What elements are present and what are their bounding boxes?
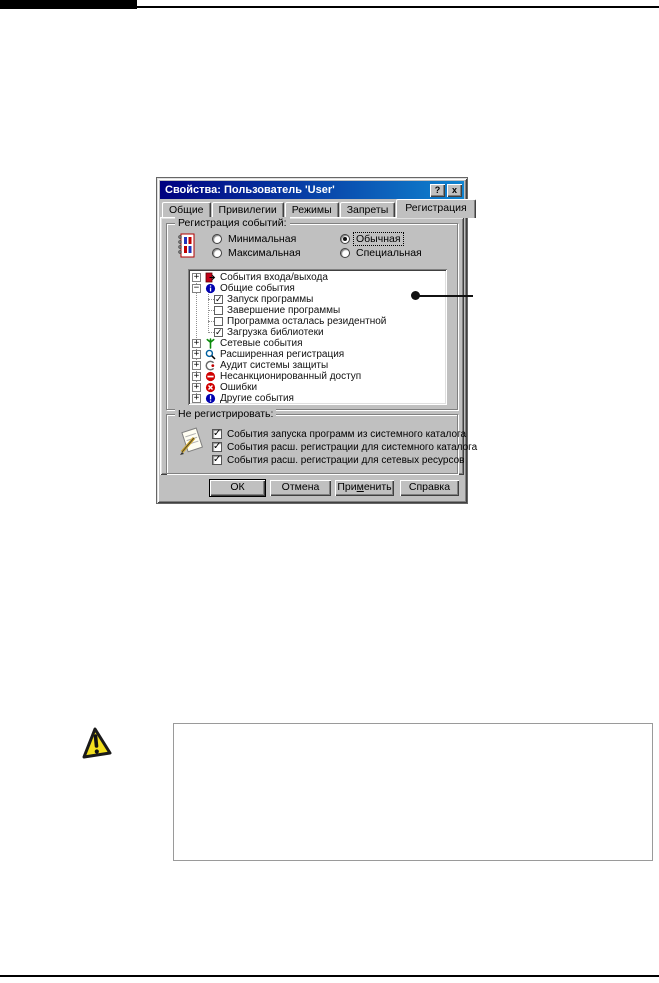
tab-page <box>160 217 478 475</box>
group-caption: Не регистрировать: <box>175 408 276 420</box>
page-bottom-rule <box>0 975 659 977</box>
tab-obschie[interactable]: Общие <box>162 202 211 217</box>
tree-item[interactable] <box>188 360 447 371</box>
warning-icon <box>79 725 114 763</box>
dialog-title: Свойства: Пользователь 'User' <box>165 184 335 196</box>
exclude-checkbox-row[interactable] <box>212 454 464 466</box>
group-caption: Регистрация событий: <box>175 217 290 229</box>
tab-registratsiya[interactable]: Регистрация <box>396 199 475 218</box>
exclude-checkbox-row[interactable] <box>212 428 466 440</box>
tree-item-label[interactable]: Завершение программы <box>227 305 341 316</box>
cancel-button[interactable]: Отмена <box>270 480 331 496</box>
exclude-checkbox-label: События расш. регистрации для системного каталога <box>227 441 478 453</box>
expand-toggle-icon[interactable]: + <box>193 349 200 359</box>
security-audit-icon <box>205 360 216 371</box>
help-button[interactable]: Справка <box>400 480 459 496</box>
tree-item[interactable] <box>188 316 447 327</box>
expand-toggle-icon[interactable]: + <box>193 338 200 348</box>
tree-item-label[interactable]: Ошибки <box>220 382 258 393</box>
checked-checkbox-icon[interactable] <box>212 455 222 465</box>
checked-checkbox-icon[interactable] <box>214 295 223 304</box>
exclude-checkbox-label: События расш. регистрации для сетевых ресурсов <box>227 454 465 466</box>
tree-item-label[interactable]: Расширенная регистрация <box>220 349 345 360</box>
tree-item[interactable] <box>188 327 447 338</box>
ok-button[interactable]: ОК <box>210 480 265 496</box>
do-not-register-group <box>166 408 478 474</box>
tab-rezhimy[interactable]: Режимы <box>285 202 339 217</box>
apply-button[interactable]: Применить <box>335 480 394 496</box>
extended-registration-icon <box>205 349 216 360</box>
radio-label: Минимальная <box>228 233 297 245</box>
tree-item[interactable] <box>188 371 447 382</box>
close-icon[interactable]: x <box>447 184 462 197</box>
tree-item[interactable] <box>188 294 447 305</box>
tree-item[interactable] <box>188 393 447 404</box>
radio-label: Специальная <box>356 247 422 259</box>
tree-item-label[interactable]: Аудит системы защиты <box>220 360 329 371</box>
tree-item[interactable] <box>188 272 447 283</box>
radio-spetsialnaya[interactable] <box>340 247 424 259</box>
tree-item[interactable] <box>188 283 447 294</box>
unchecked-checkbox-icon[interactable] <box>214 306 223 315</box>
general-events-icon <box>205 283 216 294</box>
exclude-checkbox-row[interactable] <box>212 441 477 453</box>
tree-item-label[interactable]: События входа/выхода <box>220 272 328 283</box>
note-box <box>173 723 653 861</box>
expand-toggle-icon[interactable]: + <box>193 393 200 403</box>
radio-icon <box>340 248 350 258</box>
dialog-button-row <box>157 480 467 496</box>
tree-item-label[interactable]: Общие события <box>220 283 295 294</box>
collapse-toggle-icon[interactable]: − <box>193 283 200 293</box>
tree-item[interactable] <box>188 338 447 349</box>
registration-events-group <box>166 217 458 410</box>
radio-icon <box>212 248 222 258</box>
errors-icon <box>205 382 216 393</box>
expand-toggle-icon[interactable]: + <box>193 382 200 392</box>
tab-privilegii[interactable]: Привилегии <box>212 202 284 217</box>
callout-line <box>416 295 473 297</box>
tree-item-label[interactable]: Программа осталась резидентной <box>227 316 387 327</box>
radio-obychnaya[interactable] <box>340 233 403 245</box>
registration-journal-icon <box>177 233 195 258</box>
radio-label: Максимальная <box>228 247 301 259</box>
notepad-pencil-icon <box>178 426 206 456</box>
expand-toggle-icon[interactable]: + <box>193 272 200 282</box>
event-tree[interactable] <box>188 269 447 405</box>
radio-icon <box>340 234 350 244</box>
expand-toggle-icon[interactable]: + <box>193 371 200 381</box>
radio-minimalnaya[interactable] <box>212 233 298 245</box>
properties-dialog <box>157 178 478 503</box>
exclude-checkbox-label: События запуска программ из системного каталога <box>227 428 467 440</box>
tab-zaprety[interactable]: Запреты <box>340 202 396 217</box>
checked-checkbox-icon[interactable] <box>214 328 223 337</box>
dialog-titlebar[interactable] <box>160 181 464 199</box>
tree-item-label[interactable]: Сетевые события <box>220 338 303 349</box>
unchecked-checkbox-icon[interactable] <box>214 317 223 326</box>
logon-logoff-events-icon <box>205 272 216 283</box>
radio-label: Обычная <box>356 233 401 245</box>
tab-strip <box>162 201 477 217</box>
expand-toggle-icon[interactable]: + <box>193 360 200 370</box>
tree-item[interactable] <box>188 305 447 316</box>
tree-item-label[interactable]: Несанкционированный доступ <box>220 371 362 382</box>
help-titlebar-icon[interactable]: ? <box>430 184 445 197</box>
tree-item-label[interactable]: Загрузка библиотеки <box>227 327 324 338</box>
tree-item-label[interactable]: Запуск программы <box>227 294 314 305</box>
network-events-icon <box>205 338 216 349</box>
tree-item-label[interactable]: Другие события <box>220 393 294 404</box>
checked-checkbox-icon[interactable] <box>212 442 222 452</box>
page-top-rule <box>0 6 659 8</box>
radio-icon <box>212 234 222 244</box>
radio-maksimalnaya[interactable] <box>212 247 303 259</box>
unauthorized-access-icon <box>205 371 216 382</box>
tree-item[interactable] <box>188 382 447 393</box>
checked-checkbox-icon[interactable] <box>212 429 222 439</box>
tree-item[interactable] <box>188 349 447 360</box>
other-events-icon <box>205 393 216 404</box>
